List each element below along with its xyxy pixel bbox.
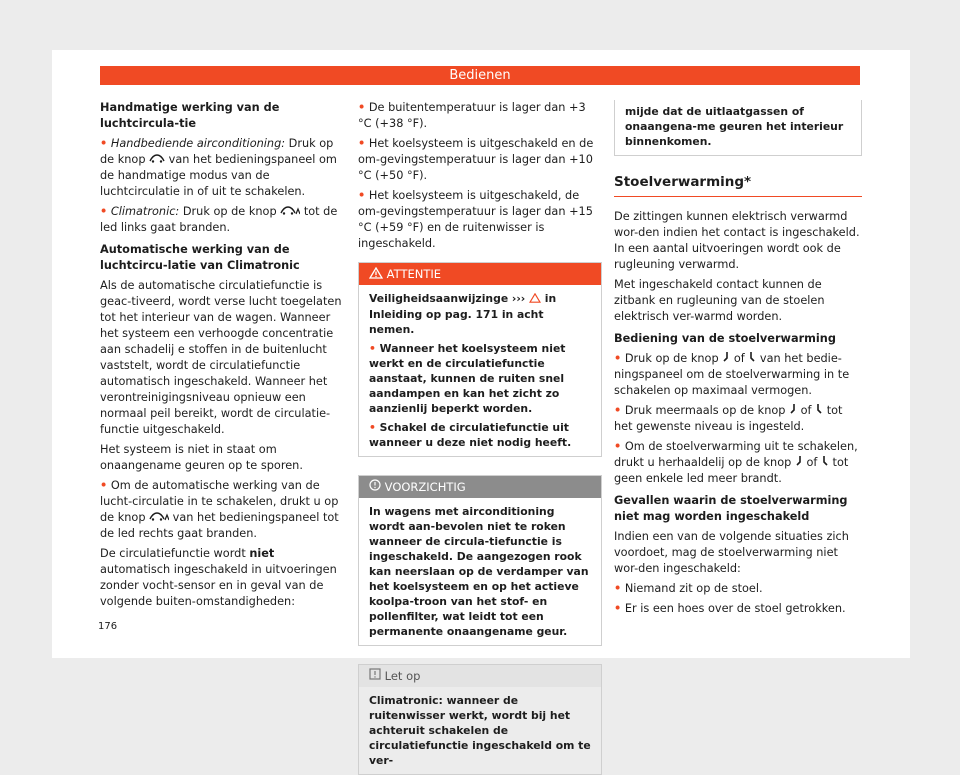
paragraph: Met ingeschakeld contact kunnen de zitbank en rugleuning van de stoelen elektrisch ver-warmd worden. — [614, 278, 825, 323]
text: Het koelsysteem is uitgeschakeld en de om-gevingstemperatuur is lager dan +10 °C (+50 °F). — [358, 137, 594, 182]
info-circle-icon — [369, 476, 381, 498]
text: tot het gewenste niveau is ingesteld. — [614, 404, 843, 433]
heading-seat-heating-operation: Bediening van de stoelverwarming — [614, 332, 836, 345]
paragraph: Als de automatische circulatiefunctie is geac-tiveerd, wordt verse lucht toegelaten tot het interieur van de wagen. Wanneer het systeem een verhoogde concentratie aan schadelij e stoffen in de buitenlucht vaststelt, wordt de circulatiefunctie automatisch ingeschakeld. Wanneer het verontreinigingsniveau opnieuw een normaal peil bereikt, wordt de circulatie-functie uitgeschakeld. — [100, 279, 342, 436]
bullet-icon: • — [100, 479, 108, 492]
bullet-icon: • — [614, 404, 622, 417]
section-banner: Bedienen — [100, 66, 860, 85]
text: of — [797, 404, 816, 417]
section-title: Stoelverwarming* — [614, 174, 862, 197]
text: Druk op de knop — [624, 352, 723, 365]
bullet-icon: • — [614, 352, 622, 365]
text: Wanneer het koelsysteem niet werkt en de circulatiefunctie aanstaat, kunnen de ruiten snel aandampen en kan het zicht zo aanzienlij beperkt worden. — [369, 341, 566, 415]
text: Er is een hoes over de stoel getrokken. — [624, 602, 846, 615]
list-item — [100, 478, 346, 542]
attentie-title: ATTENTIE — [386, 267, 442, 281]
text: of — [730, 352, 749, 365]
text: van het bedieningspaneel tot de led rechts gaat branden. — [100, 511, 339, 540]
bullet-icon: • — [614, 602, 622, 615]
car-recirculation-icon — [149, 152, 165, 168]
column-1 — [100, 100, 346, 614]
let-op-box — [358, 664, 602, 775]
bullet-icon: • — [614, 582, 622, 595]
text: tot geen enkele led meer brandt. — [614, 456, 849, 485]
list-item — [369, 420, 591, 450]
attentie-reference — [369, 291, 591, 337]
paragraph: Het systeem is niet in staat om onaangename geuren op te sporen. — [100, 443, 303, 472]
list-item — [100, 204, 346, 236]
text: van het bedieningspaneel om de handmatige modus van de luchtcirculatie in of uit te schakelen. — [100, 153, 337, 198]
list-item — [358, 100, 602, 132]
let-op-body: Climatronic: wanneer de ruitenwisser werkt, wordt bij het achteruit schakelen de circulatiefunctie ingeschakeld om te ver- — [369, 693, 591, 767]
bullet-icon: • — [358, 189, 366, 202]
list-item — [358, 136, 602, 184]
arrows-icon: ››› — [511, 292, 526, 305]
text: Om de stoelverwarming uit te schakelen, drukt u herhaaldelij op de knop — [614, 440, 858, 469]
seat-heat-right-icon — [815, 403, 823, 419]
attentie-box — [358, 262, 602, 457]
bullet-icon: • — [100, 205, 108, 218]
bullet-icon: • — [614, 440, 622, 453]
paragraph — [100, 546, 346, 610]
let-op-header — [359, 665, 601, 687]
term: Handbediende airconditioning: — [110, 137, 286, 150]
note-icon — [369, 665, 381, 687]
heading-manual-circulation: Handmatige werking van de luchtcircula-tie — [100, 101, 280, 130]
car-recirculation-auto-icon — [149, 510, 169, 526]
text: De circulatiefunctie wordt — [100, 547, 250, 560]
text: Het koelsysteem is uitgeschakeld, de om-gevingstemperatuur is lager dan +15 °C (+59 °F) en de ruitenwisser is ingeschakeld. — [358, 189, 593, 250]
attentie-body — [359, 285, 601, 456]
text: tot de led links gaat branden. — [100, 205, 338, 234]
paragraph: De zittingen kunnen elektrisch verwarmd wor-den indien het contact is ingeschakeld. In een aantal uitvoeringen wordt ook de rugleuning verwarmd. — [614, 210, 860, 271]
text: Om de automatische werking van de lucht-circulatie in te schakelen, drukt u op de knop — [100, 479, 339, 524]
let-op-title: Let op — [384, 668, 421, 683]
bullet-icon: • — [369, 420, 376, 434]
heading-auto-circulation: Automatische werking van de luchtcircu-latie van Climatronic — [100, 243, 300, 272]
voorzichtig-box — [358, 475, 602, 646]
text: Niemand zit op de stoel. — [624, 582, 763, 595]
bullet-icon: • — [100, 137, 108, 150]
list-item — [614, 601, 862, 617]
text: van het bedie-ningspaneel om de stoelverwarming in te schakelen op maximaal vermogen. — [614, 352, 850, 397]
text: Schakel de circulatiefunctie uit wanneer u deze niet nodig heeft. — [369, 420, 572, 449]
list-item — [614, 581, 862, 597]
text: automatisch ingeschakeld in uitvoeringen zonder vocht-sensor en in geval van de volgende buiten-omstandigheden: — [100, 563, 337, 608]
bullet-icon: • — [358, 137, 366, 150]
list-item — [614, 439, 862, 487]
text: of — [802, 456, 821, 469]
column-3 — [614, 100, 862, 621]
bullet-icon: • — [358, 101, 366, 114]
list-item — [614, 403, 862, 435]
term: Climatronic: — [110, 205, 180, 218]
list-item — [358, 188, 602, 252]
text: Veiligheidsaanwijzinge — [369, 292, 512, 305]
voorzichtig-body: In wagens met airconditioning wordt aan-bevolen niet te roken wanneer de circula-tiefunctie is ingeschakeld. De aangezogen rook kan neerslaan op de verdamper van het koelsysteem en op het actieve koolpa-troon van het stof- en pollenfilter, wat leidt tot een permanente onaangename geur. — [369, 504, 589, 638]
list-item — [614, 351, 862, 399]
text: De buitentemperatuur is lager dan +3 °C (+38 °F). — [358, 101, 586, 130]
bullet-icon: • — [369, 341, 376, 355]
page-number: 176 — [98, 621, 118, 632]
voorzichtig-title: VOORZICHTIG — [384, 479, 466, 494]
warning-triangle-icon — [369, 264, 383, 286]
text: Druk op de knop — [179, 205, 281, 218]
seat-heat-left-icon — [795, 455, 803, 471]
paragraph: Indien een van de volgende situaties zich voordoet, mag de stoelverwarming niet wor-den ingeschakeld: — [614, 530, 849, 575]
list-item — [100, 136, 346, 200]
heading-seat-heating-restrictions: Gevallen waarin de stoelverwarming niet mag worden ingeschakeld — [614, 494, 848, 523]
text: Druk meermaals op de knop — [624, 404, 790, 417]
let-op-continuation: mijde dat de uitlaatgassen of onaangena-me geuren het interieur binnenkomen. — [614, 100, 862, 156]
text: Druk op de knop — [100, 137, 334, 166]
column-2 — [358, 100, 602, 775]
emphasis: niet — [249, 547, 275, 560]
list-item — [369, 341, 591, 416]
warning-triangle-icon — [529, 292, 541, 307]
car-recirculation-auto-icon — [280, 204, 300, 220]
voorzichtig-header — [359, 476, 601, 498]
seat-heat-right-icon — [821, 455, 829, 471]
attentie-header — [359, 263, 601, 285]
text: in Inleiding op pag. 171 in acht nemen. — [369, 292, 557, 336]
seat-heat-left-icon — [789, 403, 797, 419]
